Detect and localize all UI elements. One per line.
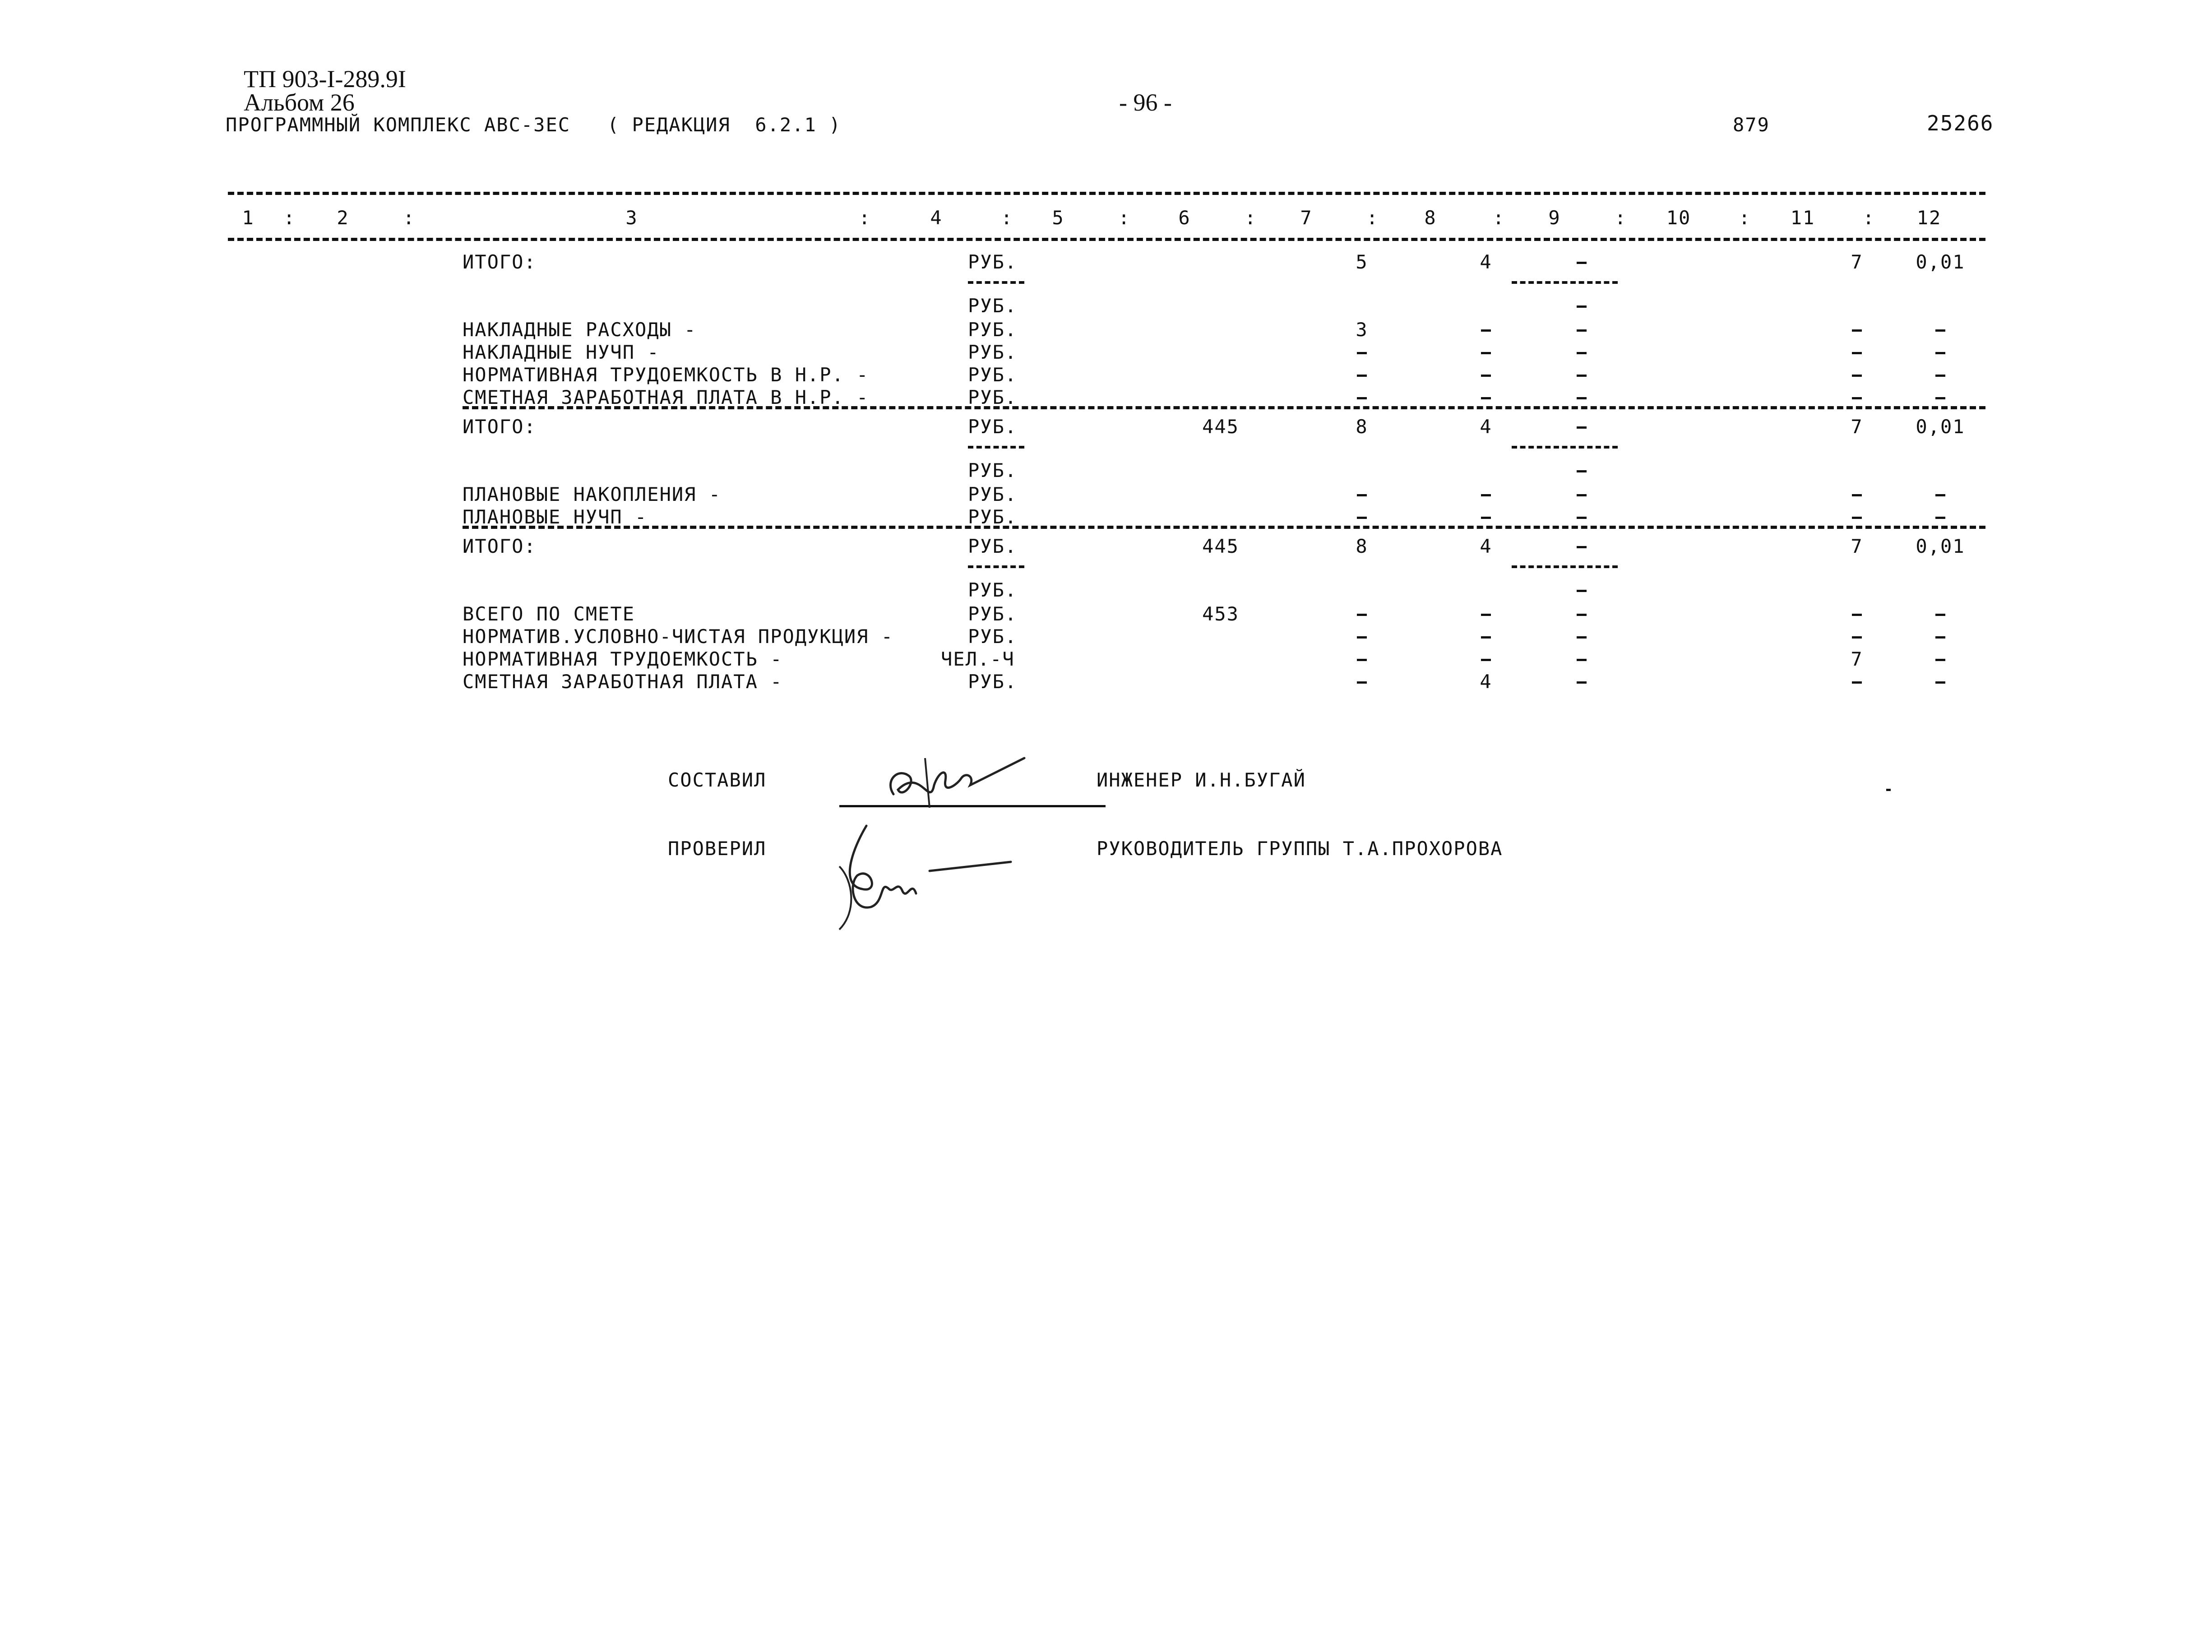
column-separator: : xyxy=(1245,207,1257,229)
dash-cell xyxy=(1577,546,1587,548)
dash-cell xyxy=(1481,397,1491,399)
dash-cell xyxy=(1577,636,1587,639)
dash-cell xyxy=(1357,681,1367,684)
row-unit: РУБ. xyxy=(968,364,1018,386)
dash-cell xyxy=(1357,614,1367,616)
dash-cell xyxy=(1852,352,1862,354)
dash-cell xyxy=(1577,352,1587,354)
column-separator: : xyxy=(1863,207,1875,229)
dash-cell xyxy=(1481,614,1491,616)
dash-cell xyxy=(1577,305,1587,308)
unit-underline xyxy=(968,565,1024,568)
value-cell: 7 xyxy=(1851,251,1863,273)
column-separator: : xyxy=(1118,207,1131,229)
dash-cell xyxy=(1935,636,1945,639)
dash-cell xyxy=(1481,659,1491,661)
column-number: 11 xyxy=(1790,207,1815,229)
value-cell: 8 xyxy=(1356,535,1368,557)
dash-cell xyxy=(1577,681,1587,684)
column-number: 5 xyxy=(1052,207,1064,229)
value-cell: 8 xyxy=(1356,416,1368,438)
subtotal-underline xyxy=(1512,281,1618,284)
dash-cell xyxy=(1357,517,1367,519)
dash-cell xyxy=(1357,636,1367,639)
total-label: ИТОГО: xyxy=(463,416,537,438)
dash-cell xyxy=(1935,397,1945,399)
value-cell: 0,01 xyxy=(1916,416,1965,438)
section-rule xyxy=(463,526,1985,529)
subtotal-underline xyxy=(1512,565,1618,568)
dash-cell xyxy=(1481,375,1491,377)
dash-cell xyxy=(1935,329,1945,332)
value-cell: 4 xyxy=(1480,535,1492,557)
row-label: НАКЛАДНЫЕ НУЧП - xyxy=(463,341,660,363)
row-label: ПЛАНОВЫЕ НУЧП - xyxy=(463,506,648,528)
dash-cell xyxy=(1935,517,1945,519)
dash-cell xyxy=(1852,614,1862,616)
stray-mark xyxy=(1886,789,1891,791)
dash-cell xyxy=(1935,375,1945,377)
value-cell: 4 xyxy=(1480,671,1492,693)
dash-cell xyxy=(1935,494,1945,496)
column-separator: : xyxy=(1493,207,1505,229)
dash-cell xyxy=(1357,494,1367,496)
column-number: 9 xyxy=(1548,207,1561,229)
row-unit: ЧЕЛ.-Ч xyxy=(941,648,1015,670)
dash-cell xyxy=(1577,375,1587,377)
value-cell: 7 xyxy=(1851,535,1863,557)
compiled-label: СОСТАВИЛ xyxy=(668,769,767,791)
checked-by: РУКОВОДИТЕЛЬ ГРУППЫ Т.А.ПРОХОРОВА xyxy=(1097,838,1503,860)
column-number: 12 xyxy=(1916,207,1942,229)
column-number: 7 xyxy=(1300,207,1313,229)
doc-number: 25266 xyxy=(1927,111,1994,135)
dash-cell xyxy=(1577,659,1587,661)
dash-cell xyxy=(1852,397,1862,399)
dash-cell xyxy=(1577,470,1587,472)
column-separator: : xyxy=(403,207,416,229)
dash-cell xyxy=(1357,659,1367,661)
row-unit: РУБ. xyxy=(968,386,1018,408)
page-number: - 96 - xyxy=(1119,89,1172,116)
total-label: ИТОГО: xyxy=(463,535,537,557)
dash-cell xyxy=(1481,636,1491,639)
dash-cell xyxy=(1852,636,1862,639)
value-cell: 5 xyxy=(1356,251,1368,273)
dash-cell xyxy=(1935,352,1945,354)
row-label: НАКЛАДНЫЕ РАСХОДЫ - xyxy=(463,319,697,341)
unit-underline xyxy=(968,446,1024,449)
subtotal-underline xyxy=(1512,446,1618,449)
dash-cell xyxy=(1481,352,1491,354)
dash-cell xyxy=(1357,375,1367,377)
value-cell: 4 xyxy=(1480,416,1492,438)
column-number: 2 xyxy=(337,207,349,229)
table-top-rule xyxy=(228,192,1985,195)
row-unit: РУБ. xyxy=(968,506,1018,528)
unit-label: РУБ. xyxy=(968,459,1018,481)
dash-cell xyxy=(1577,590,1587,592)
album-label: Альбом 26 xyxy=(244,89,355,116)
row-unit: РУБ. xyxy=(968,625,1018,648)
row-label: ВСЕГО ПО СМЕТЕ xyxy=(463,603,635,625)
dash-cell xyxy=(1577,397,1587,399)
dash-cell xyxy=(1577,426,1587,429)
total-unit: РУБ. xyxy=(968,535,1018,557)
sheet-code: 879 xyxy=(1733,114,1770,136)
column-separator: : xyxy=(1366,207,1379,229)
dash-cell xyxy=(1852,494,1862,496)
doc-code: ТП 903-I-289.9I xyxy=(244,65,406,93)
dash-cell xyxy=(1357,397,1367,399)
unit-label: РУБ. xyxy=(968,295,1018,317)
value-cell: 445 xyxy=(1202,535,1239,557)
total-unit: РУБ. xyxy=(968,416,1018,438)
dash-cell xyxy=(1577,329,1587,332)
total-label: ИТОГО: xyxy=(463,251,537,273)
column-number: 6 xyxy=(1178,207,1191,229)
checked-label: ПРОВЕРИЛ xyxy=(668,838,767,860)
dash-cell xyxy=(1577,262,1587,264)
dash-cell xyxy=(1577,517,1587,519)
column-number: 8 xyxy=(1424,207,1437,229)
unit-label: РУБ. xyxy=(968,579,1018,601)
dash-cell xyxy=(1357,352,1367,354)
value-cell: 453 xyxy=(1202,603,1239,625)
column-number: 1 xyxy=(242,207,255,229)
dash-cell xyxy=(1935,681,1945,684)
column-number: 10 xyxy=(1666,207,1691,229)
unit-underline xyxy=(968,281,1024,284)
column-separator: : xyxy=(1615,207,1627,229)
column-separator: : xyxy=(859,207,871,229)
column-number: 3 xyxy=(625,207,638,229)
row-label: НОРМАТИВ.УСЛОВНО-ЧИСТАЯ ПРОДУКЦИЯ - xyxy=(463,625,894,648)
row-label: СМЕТНАЯ ЗАРАБОТНАЯ ПЛАТА - xyxy=(463,671,783,693)
column-separator: : xyxy=(283,207,296,229)
table-header-rule xyxy=(228,238,1985,241)
value-cell: 7 xyxy=(1851,648,1863,670)
row-unit: РУБ. xyxy=(968,341,1018,363)
dash-cell xyxy=(1577,494,1587,496)
dash-cell xyxy=(1852,375,1862,377)
dash-cell xyxy=(1481,517,1491,519)
dash-cell xyxy=(1852,517,1862,519)
compiled-by: ИНЖЕНЕР И.Н.БУГАЙ xyxy=(1097,769,1306,791)
dash-cell xyxy=(1935,659,1945,661)
column-separator: : xyxy=(1739,207,1751,229)
dash-cell xyxy=(1481,329,1491,332)
row-label: НОРМАТИВНАЯ ТРУДОЕМКОСТЬ - xyxy=(463,648,783,670)
value-cell: 445 xyxy=(1202,416,1239,438)
dash-cell xyxy=(1935,614,1945,616)
dash-cell xyxy=(1852,681,1862,684)
dash-cell xyxy=(1481,494,1491,496)
row-unit: РУБ. xyxy=(968,483,1018,505)
column-number: 4 xyxy=(930,207,943,229)
section-rule xyxy=(463,406,1985,409)
value-cell: 3 xyxy=(1356,319,1368,341)
program-line: ПРОГРАММНЫЙ КОМПЛЕКС АВС-3ЕС ( РЕДАКЦИЯ 6.2.1 ) xyxy=(226,114,842,136)
value-cell: 0,01 xyxy=(1916,535,1965,557)
row-unit: РУБ. xyxy=(968,603,1018,625)
row-label: ПЛАНОВЫЕ НАКОПЛЕНИЯ - xyxy=(463,483,722,505)
signature-prokhorova xyxy=(812,812,1029,943)
signature-bugay xyxy=(866,740,1074,821)
total-unit: РУБ. xyxy=(968,251,1018,273)
value-cell: 7 xyxy=(1851,416,1863,438)
value-cell: 4 xyxy=(1480,251,1492,273)
value-cell: 0,01 xyxy=(1916,251,1965,273)
dash-cell xyxy=(1852,329,1862,332)
dash-cell xyxy=(1577,614,1587,616)
column-separator: : xyxy=(1001,207,1013,229)
row-unit: РУБ. xyxy=(968,319,1018,341)
row-unit: РУБ. xyxy=(968,671,1018,693)
row-label: НОРМАТИВНАЯ ТРУДОЕМКОСТЬ В Н.Р. - xyxy=(463,364,869,386)
row-label: СМЕТНАЯ ЗАРАБОТНАЯ ПЛАТА В Н.Р. - xyxy=(463,386,869,408)
